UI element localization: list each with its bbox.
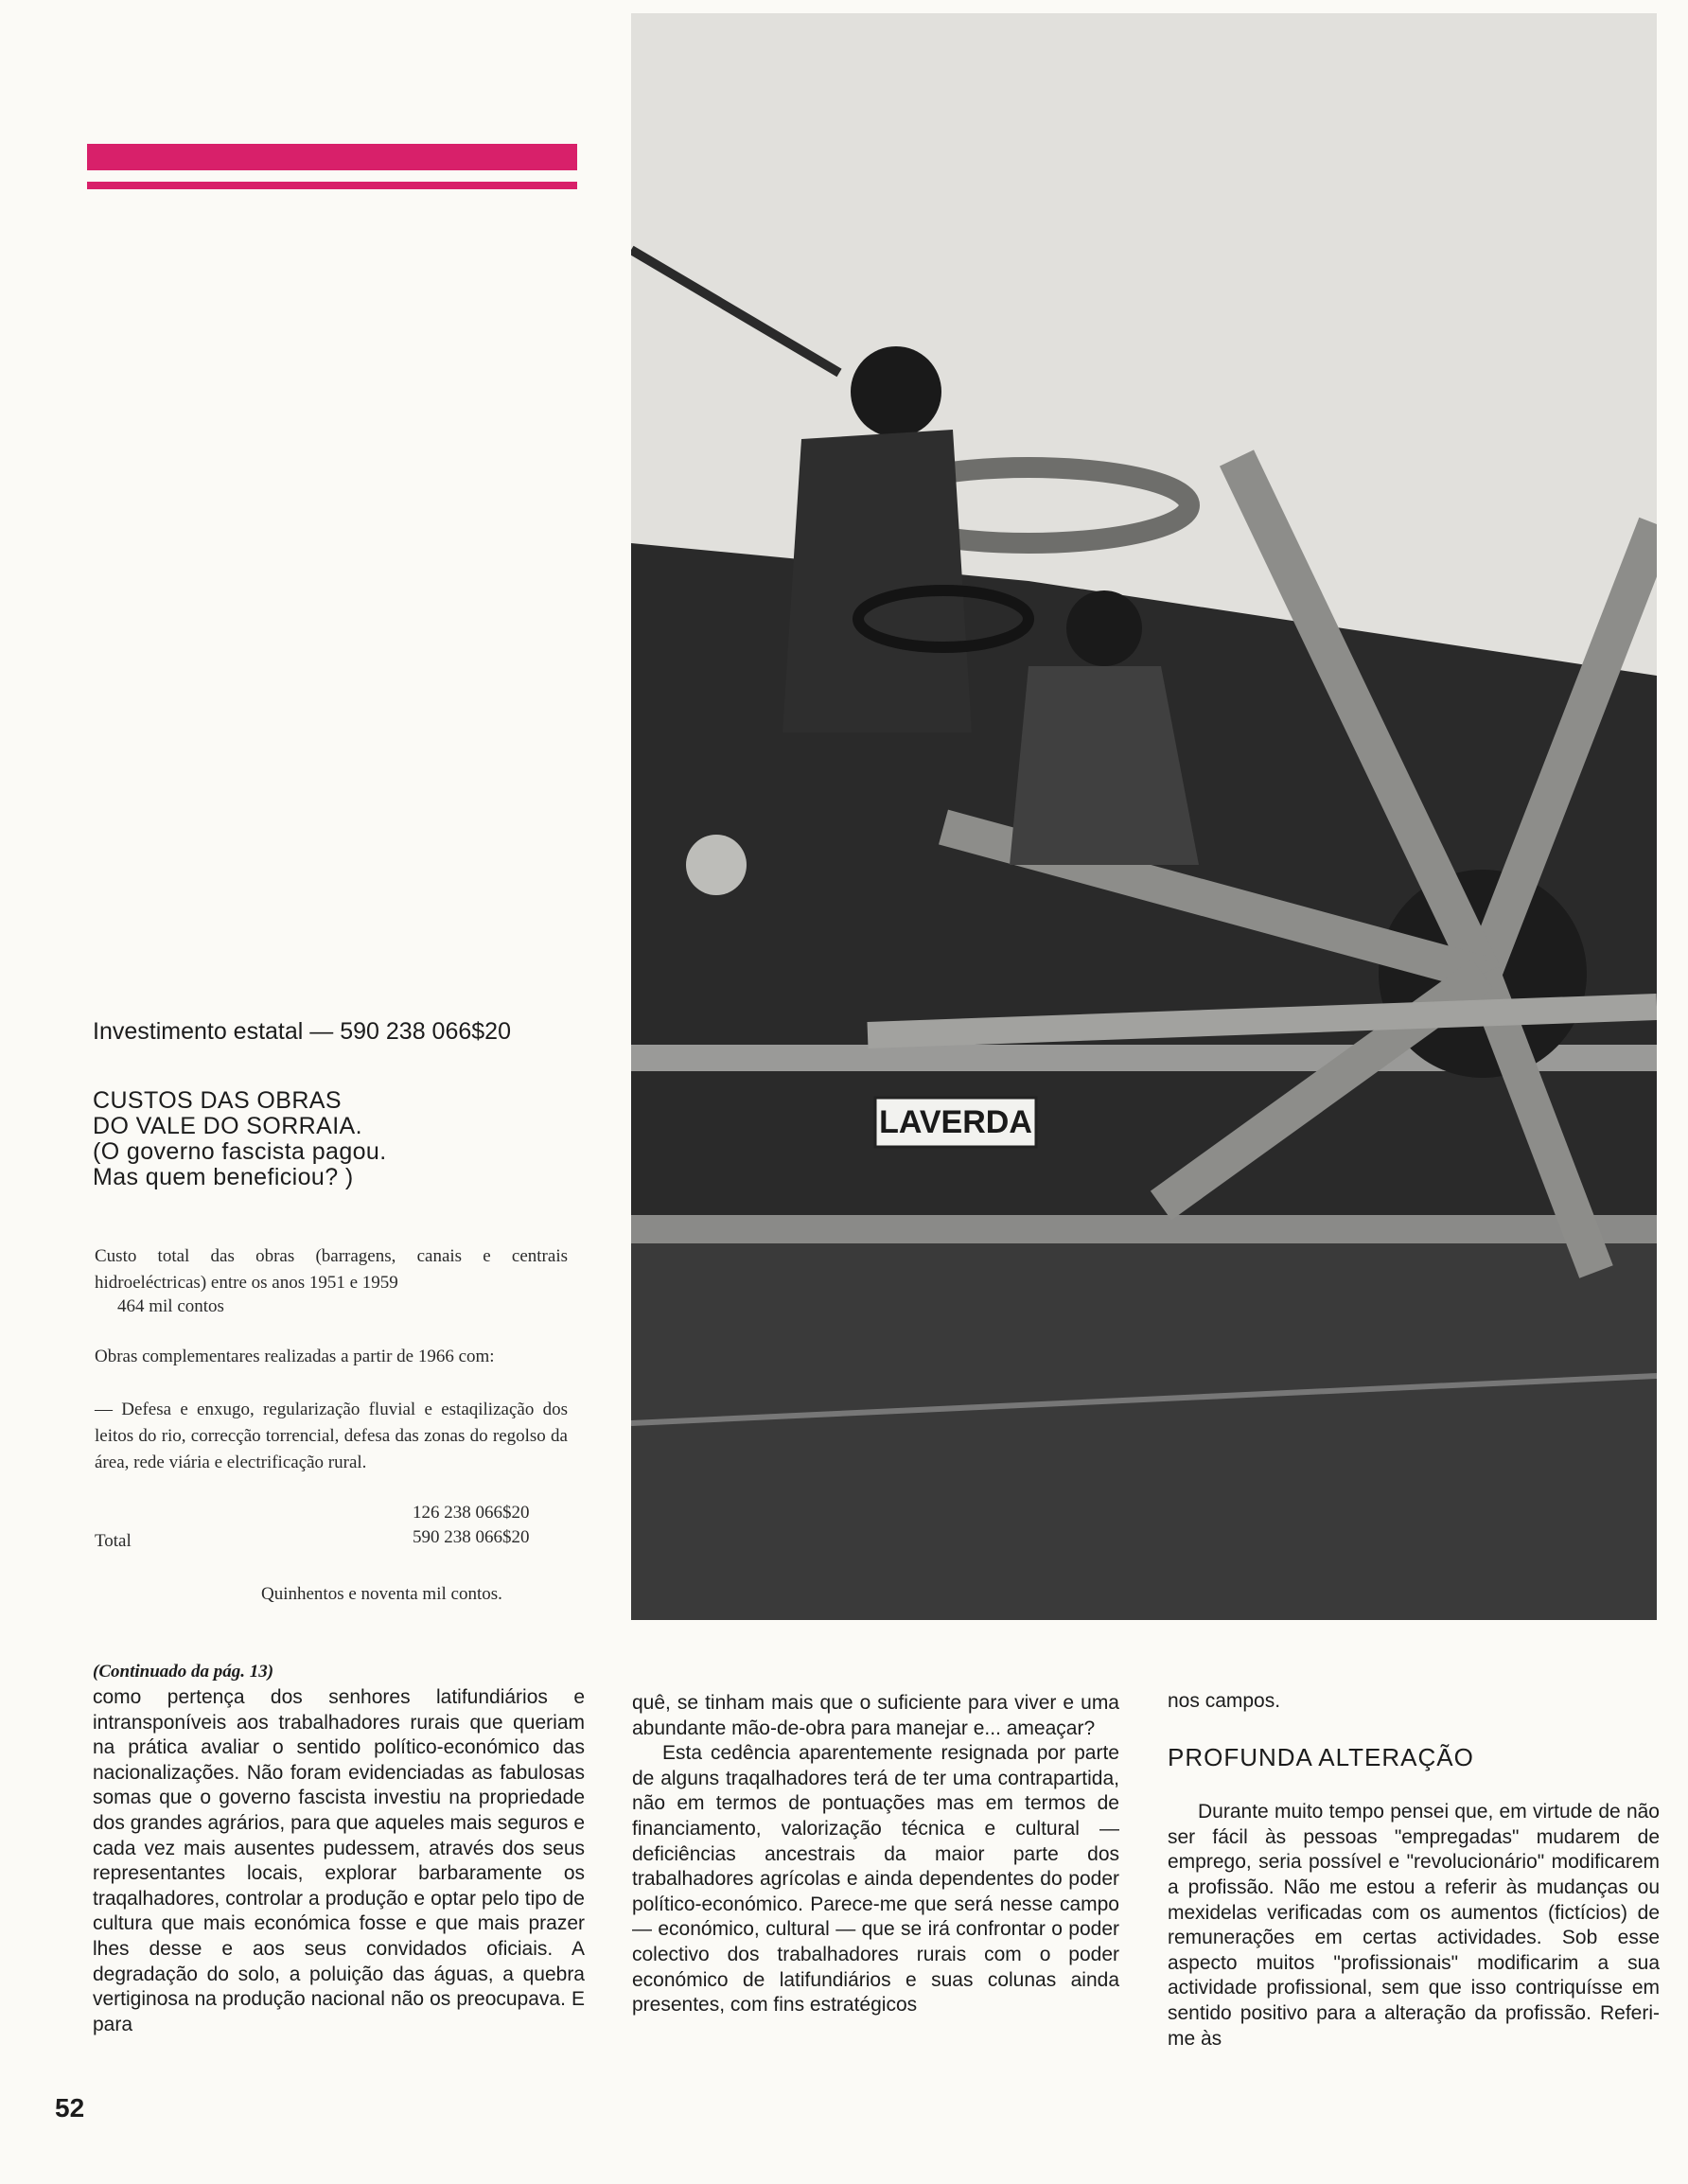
photo-harvester: [631, 13, 1657, 1620]
heading-line: DO VALE DO SORRAIA.: [93, 1113, 362, 1139]
box-paragraph-works-list: — Defesa e enxugo, regularização fluvial e estaqilização dos leitos do rio, correcção torrencial, defesa das zonas do regolso da área, rede viária e electrificação rural.: [95, 1400, 568, 1472]
box-paragraph-costs: Custo total das obras (barragens, canais e centrais hidroeléctricas) entre os anos 1951 e 1959: [95, 1246, 568, 1293]
column-3-paragraph-1: nos campos.: [1168, 1690, 1281, 1712]
box-paragraph-complementary: Obras complementares realizadas a partir de 1966 com:: [95, 1347, 495, 1366]
accent-bar-bottom: [87, 182, 577, 189]
box-amount-total: 590 238 066$20: [413, 1527, 530, 1547]
column-3: [1168, 1689, 1660, 2052]
investment-line: Investimento estatal — 590 238 066$20: [93, 1018, 511, 1045]
accent-bar-top: [87, 144, 577, 170]
box-total-label: Total: [95, 1531, 132, 1551]
box-amount-126: 126 238 066$20: [413, 1503, 530, 1523]
column-1: [93, 1685, 585, 2037]
box-amount-words: Quinhentos e noventa mil contos.: [261, 1584, 502, 1604]
brand-plate: LAVERDA: [879, 1104, 1032, 1140]
column-3-paragraph-2: Durante muito tempo pensei que, em virtude de não ser fácil às pessoas "empregadas" mudarem de emprego, seria possível e "revolucionário" modificarem a profissão. Não me estou a referir às mudanças ou mexidelas verificadas com os aumentos (fictícios) de remunerações em certas actividades. Sob esse aspecto muitos "profissionais" modificarim a sua actividade profissional, sem que isso contriquísse em sentido positivo para a alteração da profissão. Referi-me às: [1168, 1801, 1660, 2050]
column-1-text: como pertença dos senhores latifundiários e intransponíveis aos trabalhadores rurais que queriam na prática avaliar o sentido político-económico das nacionalizações. Não foram evidenciadas as fabulosas somas que o governo fascista investiu na propriedade dos grandes agrários, para que aqueles mais seguros e cada vez mais ausentes pudessem, através dos seus representantes locais, explorar barbaramente os traqalhadores, controlar a produção e optar pelo tipo de cultura que mais económica fosse e que mais prazer lhes desse e aos seus convidados oficiais. A degradação do solo, a poluição das águas, a quebra vertiginosa na produção nacional não os preocupava. E para: [93, 1686, 585, 2035]
heading-line: (O governo fascista pagou.: [93, 1138, 387, 1165]
page-number: 52: [55, 2093, 85, 2122]
column-2-paragraph-2: Esta cedência aparentemente resignada por parte de alguns traqalhadores terá de ter uma contrapartida, não em termos de pontuações mas em termos de financiamento, valorização técnica e cultural — deficiências ancestrais da maior parte dos trabalhadores agrícolas e ainda dependentes do poder político-económico. Parece-me que será nesse campo — económico, cultural — que se irá confrontar o poder colectivo dos trabalhadores rurais com o poder económico de latifundiários e suas colunas ainda presentes, com fins estratégicos: [632, 1742, 1119, 2017]
continued-note: (Continuado da pág. 13): [93, 1662, 274, 1682]
box-heading: [93, 1088, 585, 1190]
heading-line: Mas quem beneficiou? ): [93, 1164, 354, 1190]
section-heading: PROFUNDA ALTERAÇÃO: [1168, 1742, 1474, 1771]
box-amount-464: 464 mil contos: [117, 1296, 224, 1316]
column-2-paragraph-1: quê, se tinham mais que o suficiente para viver e uma abundante mão-de-obra para manejar e... ameaçar?: [632, 1692, 1119, 1739]
heading-line: CUSTOS DAS OBRAS: [93, 1087, 342, 1114]
column-2: [632, 1691, 1119, 2018]
